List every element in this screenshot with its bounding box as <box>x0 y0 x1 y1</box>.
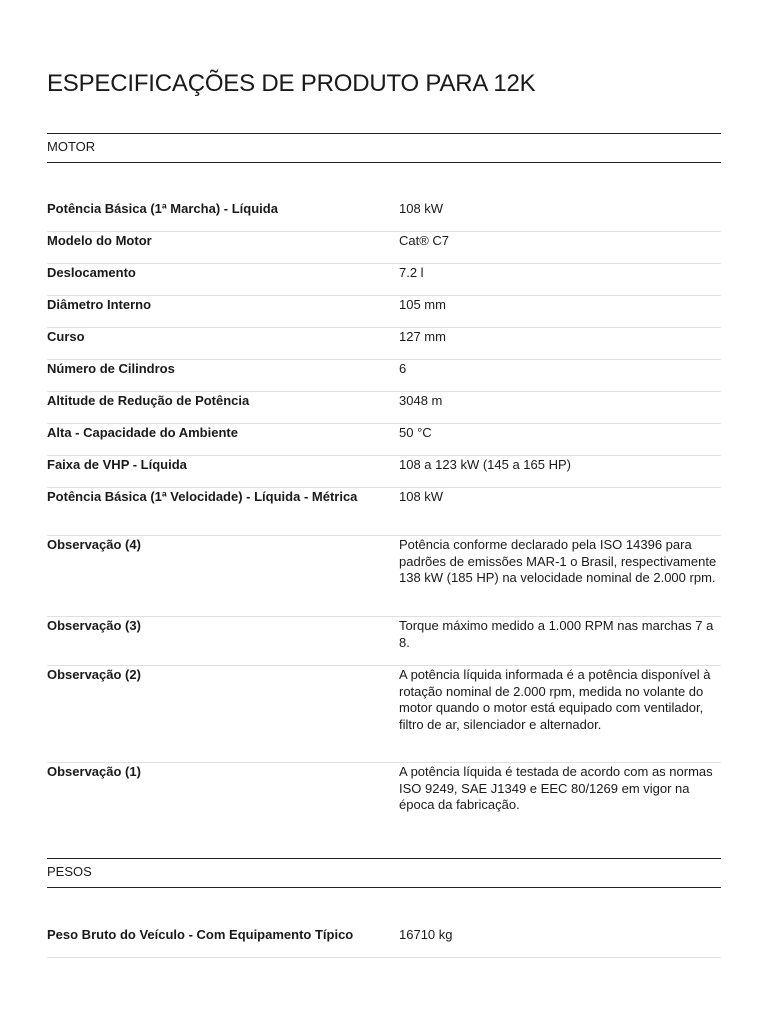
row-label: Faixa de VHP - Líquida <box>47 457 187 472</box>
row-value: 16710 kg <box>399 927 453 942</box>
row-value: Torque máximo medido a 1.000 RPM nas marchas 7 a 8. <box>399 618 714 650</box>
section-title: PESOS <box>47 864 92 879</box>
table-row <box>47 424 721 456</box>
row-label: Diâmetro Interno <box>47 297 152 312</box>
table-row <box>47 926 721 958</box>
row-value: 105 mm <box>399 297 446 312</box>
row-label: Potência Básica (1ª Marcha) - Líquida <box>47 201 278 216</box>
row-label: Observação (3) <box>47 618 141 633</box>
spec-table-motor <box>47 200 721 815</box>
section-header-motor <box>47 133 721 163</box>
row-value: 50 °C <box>399 425 432 440</box>
row-label: Altitude de Redução de Potência <box>47 393 250 408</box>
row-label: Modelo do Motor <box>47 233 152 248</box>
table-row <box>47 456 721 488</box>
row-label: Alta - Capacidade do Ambiente <box>47 425 238 440</box>
row-label: Peso Bruto do Veículo - Com Equipamento Típico <box>47 927 354 942</box>
row-label: Curso <box>47 329 85 344</box>
row-value: 3048 m <box>399 393 443 408</box>
table-row <box>47 264 721 296</box>
row-label: Observação (1) <box>47 764 141 779</box>
section-title: MOTOR <box>47 139 96 154</box>
table-row <box>47 666 721 763</box>
row-value: 108 kW <box>399 201 444 216</box>
row-label: Observação (2) <box>47 667 141 682</box>
row-label: Observação (4) <box>47 537 141 552</box>
table-row <box>47 392 721 424</box>
row-value: 6 <box>399 361 407 376</box>
row-value: 127 mm <box>399 329 446 344</box>
row-value: Potência conforme declarado pela ISO 14396 para padrões de emissões MAR-1 o Brasil, respectivamente 138 kW (185 HP) na velocidade nominal de 2.000 rpm. <box>399 537 717 585</box>
row-label: Deslocamento <box>47 265 136 280</box>
table-row <box>47 763 721 815</box>
table-row <box>47 232 721 264</box>
row-label: Potência Básica (1ª Velocidade) - Líquida - Métrica <box>47 489 358 504</box>
row-value: 108 a 123 kW (145 a 165 HP) <box>399 457 571 472</box>
row-label: Número de Cilindros <box>47 361 175 376</box>
table-row <box>47 296 721 328</box>
section-header-pesos <box>47 858 721 888</box>
spec-table-pesos <box>47 926 721 958</box>
page-title: ESPECIFICAÇÕES DE PRODUTO PARA 12K <box>47 70 536 97</box>
table-row <box>47 536 721 617</box>
table-row <box>47 360 721 392</box>
row-value: Cat® C7 <box>399 233 450 248</box>
row-value: A potência líquida informada é a potência disponível à rotação nominal de 2.000 rpm, medida no volante do motor quando o motor está equipado com ventilador, filtro de ar, silenciador e alternador. <box>399 667 711 732</box>
table-row <box>47 328 721 360</box>
table-row <box>47 488 721 536</box>
row-value: 7.2 l <box>399 265 424 280</box>
row-value: A potência líquida é testada de acordo com as normas ISO 9249, SAE J1349 e EEC 80/1269 em vigor na época da fabricação. <box>399 764 713 812</box>
table-row <box>47 200 721 232</box>
table-row <box>47 617 721 666</box>
row-value: 108 kW <box>399 489 444 504</box>
